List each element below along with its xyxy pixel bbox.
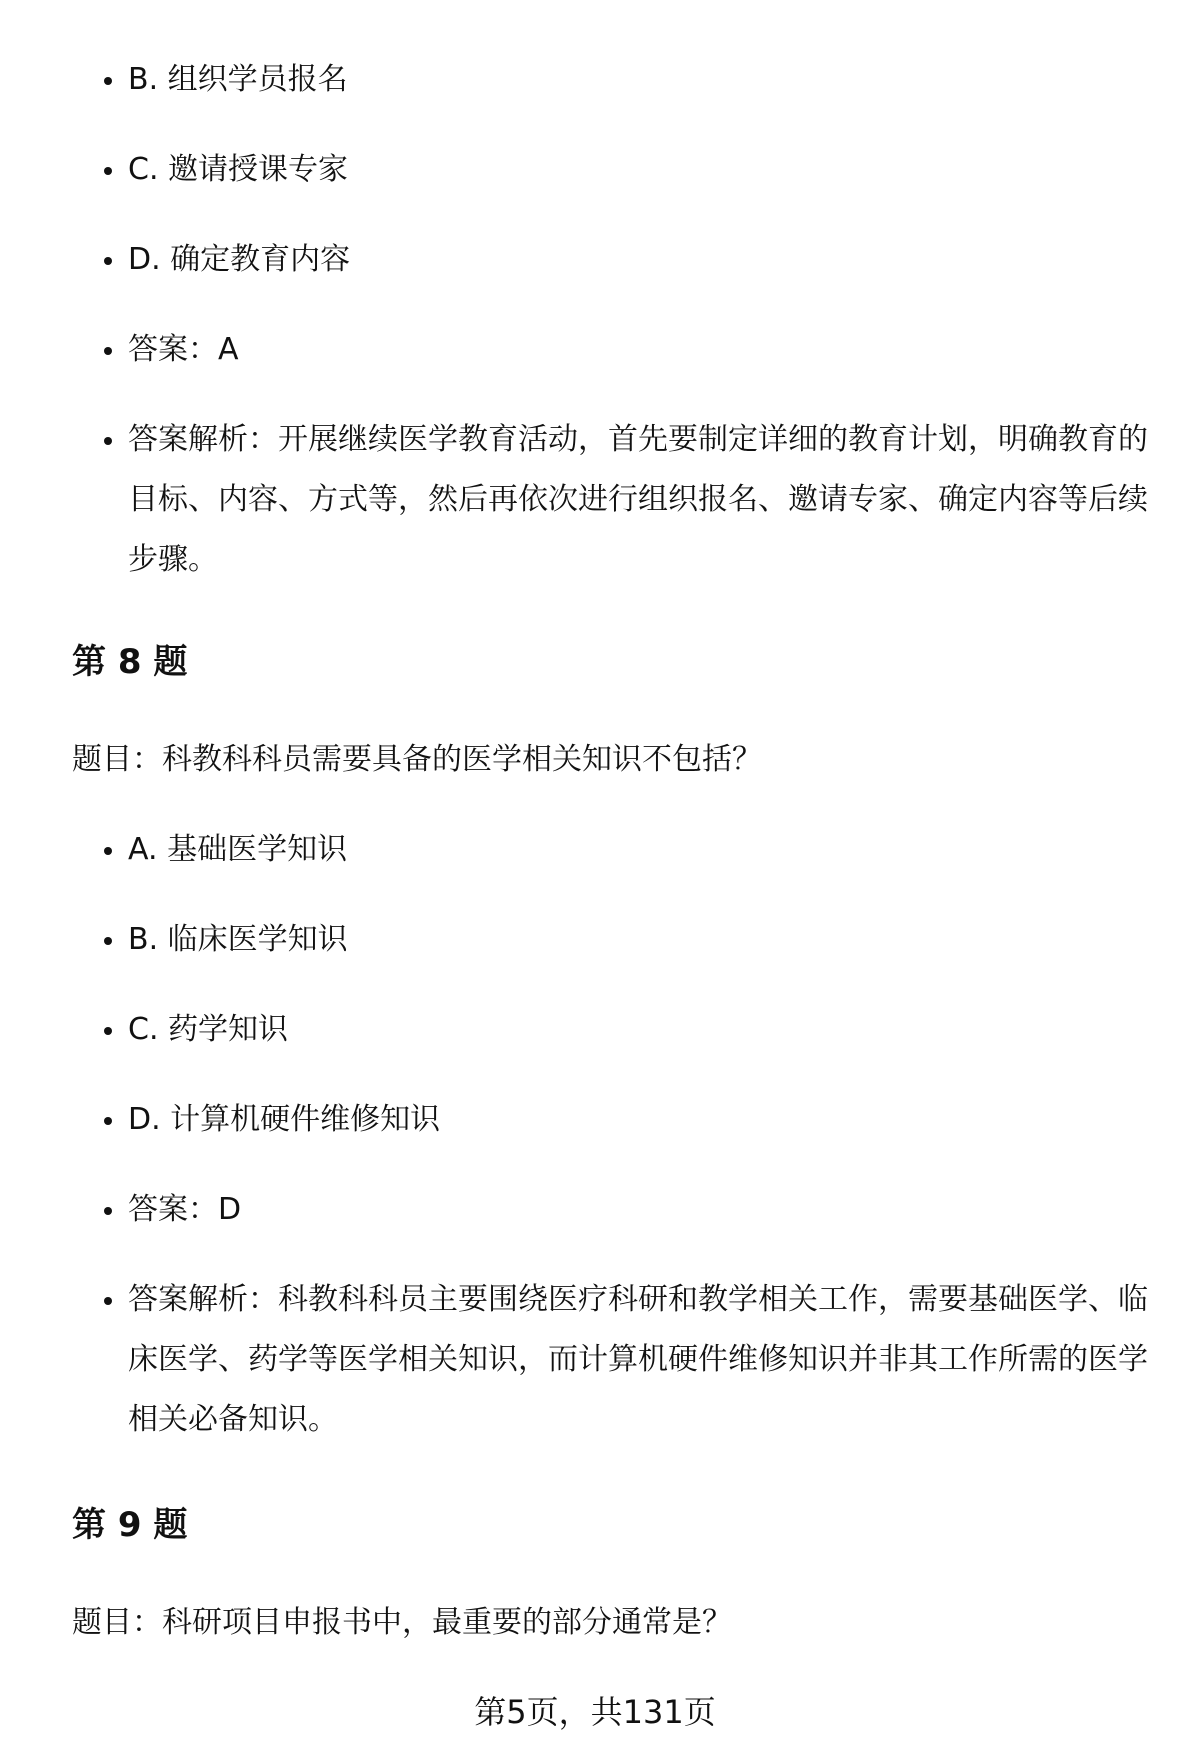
q7-explanation: 答案解析：开展继续医学教育活动，首先要制定详细的教育计划，明确教育的目标、内容、方式等，然后再依次进行组织报名、邀请专家、确定内容等后续步骤。 — [72, 410, 1156, 590]
q7-option-d: D. 确定教育内容 — [72, 230, 1156, 290]
q8-option-b: B. 临床医学知识 — [72, 910, 1156, 970]
q7-option-list — [72, 50, 1156, 590]
q9-heading: 第 9 题 — [72, 1505, 188, 1545]
q8-explanation: 答案解析：科教科科员主要围绕医疗科研和教学相关工作，需要基础医学、临床医学、药学等医学相关知识，而计算机硬件维修知识并非其工作所需的医学相关必备知识。 — [72, 1270, 1156, 1450]
q8-option-a: A. 基础医学知识 — [72, 820, 1156, 880]
q8-option-list — [72, 820, 1156, 1450]
q7-answer: 答案：A — [72, 320, 1156, 380]
q8-option-c: C. 药学知识 — [72, 1000, 1156, 1060]
q7-option-c: C. 邀请授课专家 — [72, 140, 1156, 200]
q9-question: 题目：科研项目申报书中，最重要的部分通常是？ — [72, 1605, 732, 1640]
q8-option-d: D. 计算机硬件维修知识 — [72, 1090, 1156, 1150]
q8-answer: 答案：D — [72, 1180, 1156, 1240]
q8-question: 题目：科教科科员需要具备的医学相关知识不包括？ — [72, 742, 762, 777]
q7-option-b: B. 组织学员报名 — [72, 50, 1156, 110]
q8-heading: 第 8 题 — [72, 642, 188, 682]
page-number-footer: 第5页，共131页 — [474, 1693, 716, 1731]
